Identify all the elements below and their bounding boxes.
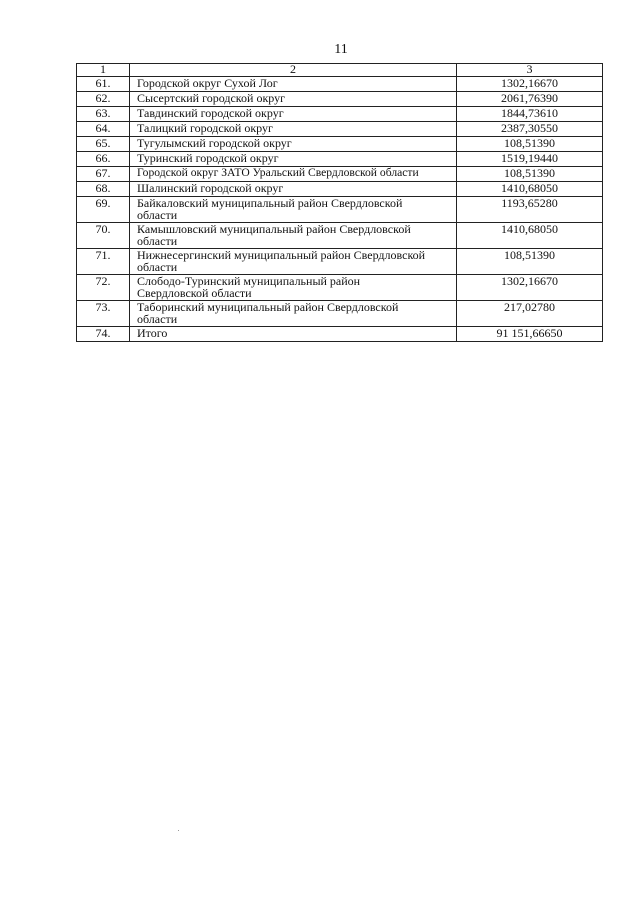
table-header-row [77, 64, 603, 77]
row-number: 72. [77, 275, 130, 301]
municipality-name: Итого [130, 327, 457, 342]
municipality-name: Тугулымский городской округ [130, 137, 457, 152]
municipality-name: Городской округ Сухой Лог [130, 77, 457, 92]
municipality-name: Талицкий городской округ [130, 122, 457, 137]
row-number: 74. [77, 327, 130, 342]
table-row [77, 137, 603, 152]
row-number: 70. [77, 223, 130, 249]
row-value: 1193,65280 [457, 197, 603, 223]
table-row [77, 152, 603, 167]
table-row [77, 301, 603, 327]
page-number: 11 [334, 42, 348, 57]
row-value: 108,51390 [457, 249, 603, 275]
municipality-name: Городской округ ЗАТО Уральский Свердловской области [130, 167, 457, 182]
row-value: 217,02780 [457, 301, 603, 327]
row-value: 1410,68050 [457, 182, 603, 197]
municipality-name: Шалинский городской округ [130, 182, 457, 197]
allocation-table [76, 63, 603, 342]
municipality-name: Камышловский муниципальный район Свердловской области [130, 223, 457, 249]
municipality-name: Слободо-Туринский муниципальный район Свердловской области [130, 275, 457, 301]
row-number: 61. [77, 77, 130, 92]
row-value: 1410,68050 [457, 223, 603, 249]
municipality-name: Сысертский городской округ [130, 92, 457, 107]
row-number: 73. [77, 301, 130, 327]
table-row [77, 249, 603, 275]
table-row [77, 223, 603, 249]
column-header-3: 3 [457, 64, 603, 77]
table-row [77, 182, 603, 197]
table-row [77, 275, 603, 301]
municipality-name: Таборинский муниципальный район Свердловской области [130, 301, 457, 327]
table-row [77, 92, 603, 107]
row-value: 91 151,66650 [457, 327, 603, 342]
row-value: 1519,19440 [457, 152, 603, 167]
row-value: 2061,76390 [457, 92, 603, 107]
row-value: 1302,16670 [457, 275, 603, 301]
table-row [77, 167, 603, 182]
table-row [77, 77, 603, 92]
row-number: 65. [77, 137, 130, 152]
scan-artifact [178, 830, 179, 831]
table-row [77, 327, 603, 342]
municipality-name: Байкаловский муниципальный район Свердловской области [130, 197, 457, 223]
column-header-2: 2 [130, 64, 457, 77]
row-value: 1302,16670 [457, 77, 603, 92]
row-number: 68. [77, 182, 130, 197]
row-number: 64. [77, 122, 130, 137]
municipality-name: Тавдинский городской округ [130, 107, 457, 122]
table-row [77, 197, 603, 223]
row-number: 66. [77, 152, 130, 167]
row-value: 2387,30550 [457, 122, 603, 137]
table-row [77, 122, 603, 137]
row-number: 67. [77, 167, 130, 182]
row-value: 108,51390 [457, 167, 603, 182]
row-number: 63. [77, 107, 130, 122]
municipality-name: Нижнесергинский муниципальный район Свердловской области [130, 249, 457, 275]
row-value: 1844,73610 [457, 107, 603, 122]
row-value: 108,51390 [457, 137, 603, 152]
column-header-1: 1 [77, 64, 130, 77]
row-number: 69. [77, 197, 130, 223]
row-number: 71. [77, 249, 130, 275]
row-number: 62. [77, 92, 130, 107]
table-row [77, 107, 603, 122]
municipality-name: Туринский городской округ [130, 152, 457, 167]
